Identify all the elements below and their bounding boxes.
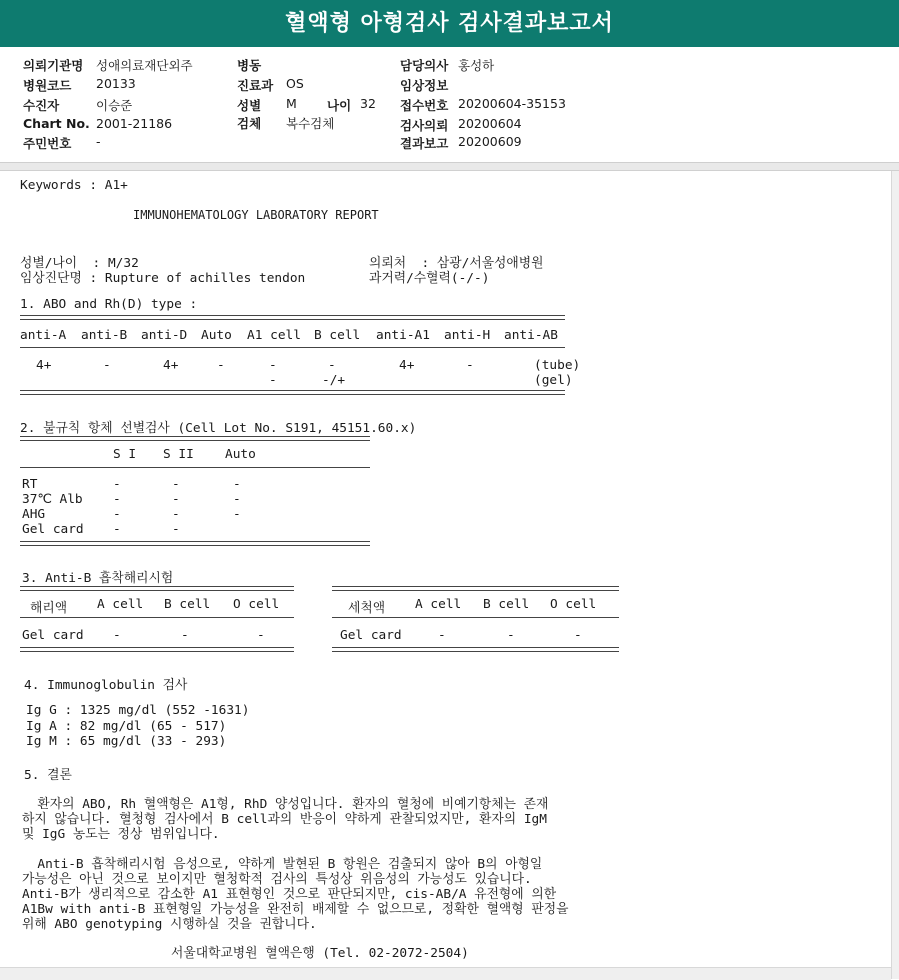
abo-col-anti-ab: anti-AB [504,328,558,343]
resident-no-label: 주민번호 [23,136,72,151]
hospital-name-value: 성애의료재단외주 [96,58,193,73]
department-label: 진료과 [237,78,274,93]
section2-title: 2. 불규칙 항체 선별검사 (Cell Lot No. S191, 45151.60.x) [20,421,417,436]
igg-line: Ig G : 1325 mg/dl (552 -1631) [26,703,250,718]
abo-tube-method: (tube) [534,358,581,373]
igm-line: Ig M : 65 mg/dl (33 - 293) [26,734,227,749]
history-line: 과거력/수혈력(-/-) [369,271,490,286]
clinical-info-label: 임상정보 [400,78,449,93]
section-divider [0,163,899,171]
section1-top-rule [20,315,565,320]
conclusion-p2-line2: 가능성은 아닌 것으로 보이지만 혈청학적 검사의 특성상 위음성의 가능성도 있습니다. [22,872,532,887]
abo-tube-anti-a1: 4+ [399,358,415,373]
report-date-label: 결과보고 [400,136,449,151]
doctor-label: 담당의사 [400,58,449,73]
screen-row-rt-auto: - [233,477,241,492]
hospital-code-label: 병원코드 [23,78,72,93]
request-date-value: 20200604 [458,116,522,131]
patient-name-value: 이승준 [96,98,133,113]
abo-col-anti-a: anti-A [20,328,67,343]
screen-row-gel-s1: - [113,522,121,537]
section2-bottom-rule [20,541,370,546]
abo-tube-anti-a: 4+ [36,358,52,373]
sex-value: M [286,96,297,111]
screen-row-alb-s1: - [113,492,121,507]
sex-label: 성별 [237,98,262,113]
screen-row-rt-s2: - [172,477,180,492]
screen-row-alb-label: 37℃ Alb [22,492,83,507]
conclusion-p1-line3: 및 IgG 농도는 정상 범위입니다. [22,827,220,842]
report-heading: IMMUNOHEMATOLOGY LABORATORY REPORT [133,208,379,222]
section5-title: 5. 결론 [24,768,72,783]
screen-row-gel-label: Gel card [22,522,84,537]
abo-col-auto: Auto [201,328,232,343]
section3-title: 3. Anti-B 흡착해리시험 [22,571,174,586]
screen-row-alb-s2: - [172,492,180,507]
abo-col-anti-a1: anti-A1 [376,328,430,343]
eluate-col-a-cell: A cell [97,597,144,612]
screen-row-alb-auto: - [233,492,241,507]
abo-gel-b-cell: -/+ [322,373,346,388]
section3-right-top-rule [332,586,619,591]
wash-row-label: Gel card [340,628,402,643]
conclusion-p2-line3: Anti-B가 생리적으로 감소한 A1 표현형인 것으로 판단되지만, cis-AB/A 유전형에 의한 [22,887,557,902]
eluate-col-o-cell: O cell [233,597,280,612]
screen-row-gel-s2: - [172,522,180,537]
section1-bottom-rule [20,390,565,395]
conclusion-p1-line2: 하지 않습니다. 혈청형 검사에서 B cell과의 반응이 약하게 관찰되었지만, 환자의 IgM [22,812,547,827]
abo-tube-anti-d: 4+ [163,358,179,373]
age-value: 32 [360,96,376,111]
wash-row-a-cell: - [438,628,446,643]
diagnosis-line: 임상진단명 : Rupture of achilles tendon [20,271,306,286]
specimen-label: 검체 [237,116,262,131]
wash-col-o-cell: O cell [550,597,597,612]
conclusion-p1-line1: 환자의 ABO, Rh 혈액형은 A1형, RhD 양성입니다. 환자의 혈청에 비예기항체는 존재 [22,797,549,812]
hospital-name-label: 의뢰기관명 [23,58,84,73]
chart-no-value: 2001-21186 [96,116,173,131]
eluate-row-b-cell: - [181,628,189,643]
wash-row-b-cell: - [507,628,515,643]
eluate-row-label: Gel card [22,628,84,643]
section2-top-rule [20,436,370,441]
screen-row-ahg-label: AHG [22,507,46,522]
eluate-row-o-cell: - [257,628,265,643]
wash-col-b-cell: B cell [483,597,530,612]
screen-row-rt-label: RT [22,477,38,492]
keywords: Keywords : A1+ [20,178,128,193]
eluate-col-label: 해리액 [30,601,68,616]
specimen-value: 복수검체 [286,116,335,131]
section4-title: 4. Immunoglobulin 검사 [24,678,188,693]
wash-col-a-cell: A cell [415,597,462,612]
report-body [0,171,891,967]
request-date-label: 검사의뢰 [400,118,449,133]
section3-left-header-rule [20,617,294,618]
abo-tube-anti-b: - [103,358,111,373]
screen-row-ahg-s1: - [113,507,121,522]
screen-col-s1: S I [113,447,137,462]
abo-col-b-cell: B cell [314,328,361,343]
ward-label: 병동 [237,58,262,73]
patient-info-panel [0,47,899,163]
report-title: 혈액형 아형검사 검사결과보고서 [0,0,899,47]
chart-no-label: Chart No. [23,116,90,131]
abo-tube-b-cell: - [328,358,336,373]
accession-no-label: 접수번호 [400,98,449,113]
conclusion-p2-line5: 위해 ABO genotyping 시행하실 것을 권합니다. [22,917,317,932]
screen-row-rt-s1: - [113,477,121,492]
abo-tube-auto: - [217,358,225,373]
wash-row-o-cell: - [574,628,582,643]
abo-tube-anti-h: - [466,358,474,373]
section3-right-header-rule [332,617,619,618]
resident-no-value: - [96,134,101,149]
age-label: 나이 [327,98,352,113]
department-value: OS [286,76,304,91]
iga-line: Ig A : 82 mg/dl (65 - 517) [26,719,227,734]
conclusion-p2-line4: A1Bw with anti-B 표현형일 가능성을 완전히 배제할 수 없으므로, 정확한 혈액형 판정을 [22,902,569,917]
section2-header-rule [20,467,370,468]
hospital-code-value: 20133 [96,76,136,91]
wash-col-label: 세척액 [348,601,386,616]
screen-row-ahg-auto: - [233,507,241,522]
horizontal-scrollbar[interactable] [0,967,891,980]
vertical-scrollbar[interactable] [891,171,899,979]
sex-age-line: 성별/나이 : M/32 [20,256,139,271]
section3-left-top-rule [20,586,294,591]
screen-col-auto: Auto [225,447,256,462]
abo-col-anti-b: anti-B [81,328,128,343]
abo-col-anti-d: anti-D [141,328,188,343]
abo-tube-a1-cell: - [269,358,277,373]
doctor-value: 홍성하 [458,58,495,73]
section3-left-bottom-rule [20,647,294,652]
screen-col-s2: S II [163,447,194,462]
section3-right-bottom-rule [332,647,619,652]
report-date-value: 20200609 [458,134,522,149]
eluate-col-b-cell: B cell [164,597,211,612]
section1-title: 1. ABO and Rh(D) type : [20,297,198,312]
eluate-row-a-cell: - [113,628,121,643]
abo-col-a1-cell: A1 cell [247,328,301,343]
abo-gel-a1-cell: - [269,373,277,388]
abo-gel-method: (gel) [534,373,573,388]
lab-footer: 서울대학교병원 혈액은행 (Tel. 02-2072-2504) [171,946,469,961]
requester-line: 의뢰처 : 삼광/서울성애병원 [369,256,544,271]
section1-header-rule [20,347,565,348]
abo-col-anti-h: anti-H [444,328,491,343]
patient-name-label: 수진자 [23,98,60,113]
screen-row-ahg-s2: - [172,507,180,522]
accession-no-value: 20200604-35153 [458,96,566,111]
conclusion-p2-line1: Anti-B 흡착해리시험 음성으로, 약하게 발현된 B 항원은 검출되지 않아 B의 아형일 [22,857,543,872]
